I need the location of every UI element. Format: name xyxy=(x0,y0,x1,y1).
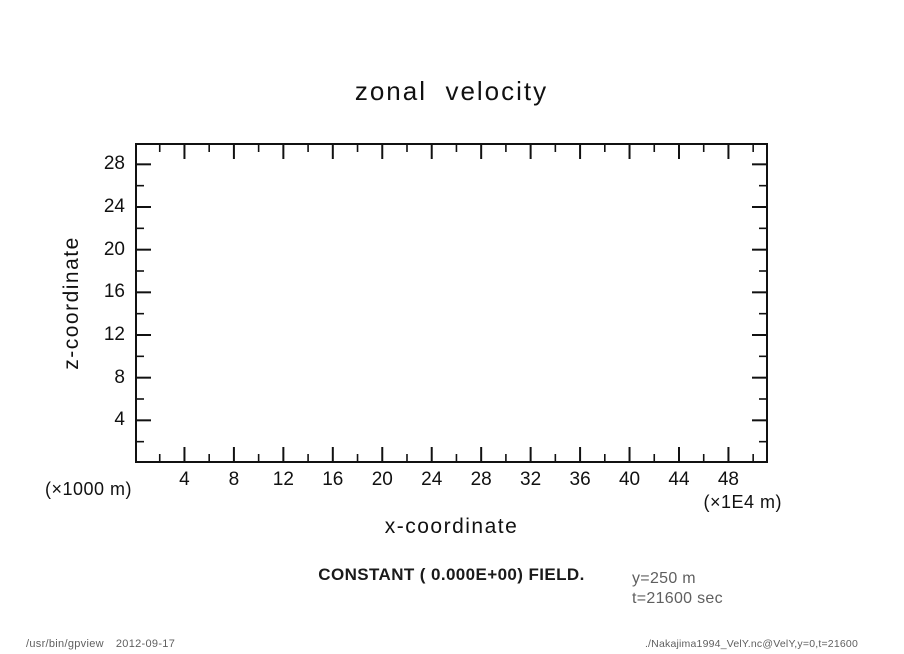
x-axis-label: x-coordinate xyxy=(384,515,519,538)
x-tick-label: 4 xyxy=(179,469,190,490)
slice-info-y: y=250 m xyxy=(632,570,696,587)
y-tick-label: 28 xyxy=(103,153,125,175)
x-tick-label: 40 xyxy=(618,469,641,490)
render-date: 2012-09-17 xyxy=(115,638,176,650)
axis-frame-and-ticks xyxy=(135,143,768,463)
program-path: /usr/bin/gpview xyxy=(26,638,104,650)
x-tick-label: 32 xyxy=(520,469,542,490)
x-tick-label: 48 xyxy=(717,469,740,490)
y-tick-label: 8 xyxy=(114,366,125,388)
y-tick-label: 16 xyxy=(103,281,125,303)
footer-program-info xyxy=(26,638,175,650)
constant-field-message: CONSTANT ( 0.000E+00) FIELD. xyxy=(318,565,585,584)
y-axis-unit: (×1000 m) xyxy=(45,479,133,499)
slice-info-t: t=21600 sec xyxy=(632,590,723,607)
x-tick-label: 36 xyxy=(569,469,591,490)
x-tick-label: 44 xyxy=(668,469,690,490)
x-tick-label: 28 xyxy=(470,469,492,490)
plot-area xyxy=(135,143,768,463)
chart-title: zonal velocity xyxy=(354,76,549,106)
y-axis-label: z-coordinate xyxy=(60,236,83,370)
x-tick-label: 24 xyxy=(421,469,443,490)
x-tick-label: 16 xyxy=(322,469,344,490)
y-tick-label: 12 xyxy=(103,324,125,345)
x-tick-label: 12 xyxy=(272,469,294,490)
slice-info xyxy=(632,569,723,609)
x-tick-label: 20 xyxy=(371,469,393,490)
y-tick-label: 24 xyxy=(103,196,125,217)
x-axis-unit: (×1E4 m) xyxy=(703,492,782,512)
footer-data-source: ./Nakajima1994_VelY.nc@VelY,y=0,t=21600 xyxy=(644,638,858,650)
x-tick-label: 8 xyxy=(228,469,240,490)
y-tick-label: 4 xyxy=(114,409,125,431)
y-tick-label: 20 xyxy=(103,238,125,260)
